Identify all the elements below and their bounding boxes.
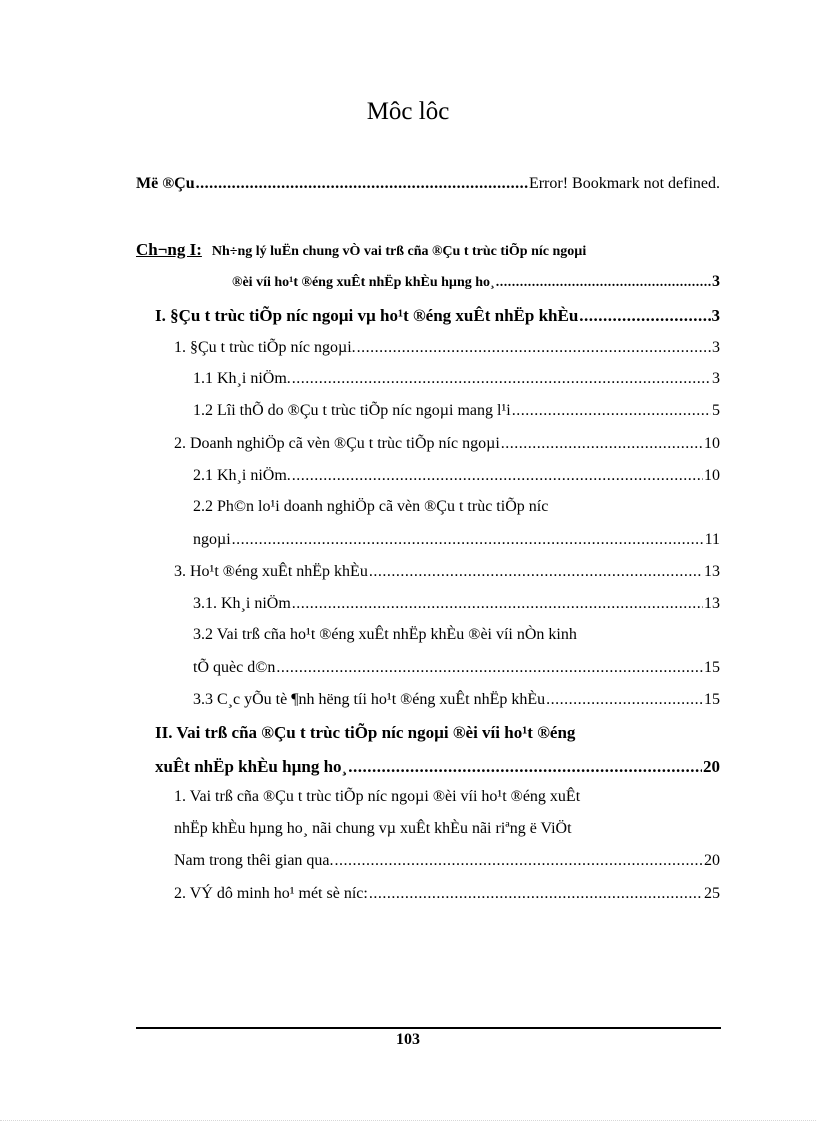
leader-dots	[546, 691, 703, 709]
toc-entry-label-line1: 1. Vai trß cña ®Çu t trùc tiÕp níc ngoµi ®èi víi ho¹t ®éng xuÊt	[174, 788, 581, 805]
toc-entry-label-line1: 2.2 Ph©n lo¹i doanh nghiÖp cã vèn ®Çu t trùc tiÕp níc	[193, 498, 549, 515]
toc-entry-3-3[interactable]	[193, 691, 720, 709]
leader-dots	[292, 595, 703, 613]
leader-dots	[292, 467, 703, 485]
toc-entry-chuong-1-cont[interactable]	[232, 273, 720, 291]
toc-entry-page: 15	[704, 691, 720, 708]
toc-entry-label: 3. Ho¹t ®éng xuÊt nhËp khÈu	[174, 563, 368, 580]
toc-entry-1-2[interactable]	[193, 402, 720, 420]
leader-dots	[276, 659, 703, 677]
toc-entry-label-line3: Nam trong thêi gian qua.	[174, 852, 334, 869]
toc-entry-page: 13	[704, 595, 720, 612]
toc-entry-page: 3	[712, 273, 720, 290]
toc-entry-label: 3.1. Kh¸i niÖm	[193, 595, 291, 612]
toc-entry-page: 25	[704, 885, 720, 902]
toc-entry-ii-2[interactable]	[174, 885, 720, 903]
toc-entry-ii-1-line2[interactable]	[174, 820, 572, 838]
toc-entry-label-line2: nhËp khÈu hµng ho¸ nãi chung vµ xuÊt khÈu nãi riªng ë ViÖt	[174, 820, 572, 837]
toc-entry-page: 3	[711, 306, 720, 325]
toc-entry-3-2-cont[interactable]	[193, 659, 720, 677]
toc-entry-1-1[interactable]	[193, 370, 720, 388]
toc-entry-2-1[interactable]	[193, 467, 720, 485]
leader-dots	[348, 757, 702, 777]
toc-entry-label: 3.3 C¸c yÕu tè ¶nh hëng tíi ho¹t ®éng xuÊt nhËp khÈu	[193, 691, 546, 708]
toc-entry-2-2[interactable]	[193, 498, 673, 516]
toc-entry-page: 20	[703, 757, 720, 776]
leader-dots	[496, 275, 711, 291]
toc-entry-3[interactable]	[174, 563, 720, 581]
toc-entry-page: 3	[712, 370, 720, 387]
toc-entry-section-ii[interactable]	[155, 723, 575, 743]
page-title: Môc lôc	[366, 98, 450, 125]
toc-entry-chuong-1[interactable]	[136, 240, 586, 260]
toc-entry-label: 1. §Çu t trùc tiÕp níc ngoµi.	[174, 339, 356, 356]
toc-entry-page: 13	[704, 563, 720, 580]
toc-entry-page: 10	[704, 435, 720, 452]
toc-entry-label-line2: tÕ quèc d©n	[193, 659, 276, 676]
leader-dots	[501, 435, 703, 453]
toc-entry-ii-1[interactable]	[174, 788, 580, 806]
toc-entry-2-2-cont[interactable]	[193, 531, 720, 549]
toc-entry-mo-dau[interactable]	[136, 175, 720, 193]
toc-entry-page: 20	[704, 852, 720, 869]
toc-entry-label: 1.2 Lîi thÕ do ®Çu t trùc tiÕp níc ngoµi mang l¹i	[193, 402, 511, 419]
leader-dots	[292, 370, 711, 388]
toc-entry-label: I. §Çu t trùc tiÕp níc ngoµi vµ ho¹t ®éng xuÊt nhËp khÈu	[155, 306, 579, 325]
leader-dots	[369, 563, 703, 581]
leader-dots	[357, 339, 711, 357]
footer-rule	[136, 1027, 721, 1029]
page-number: 103	[396, 1031, 420, 1048]
toc-entry-label-line2: ngoµi	[193, 531, 231, 548]
leader-dots	[232, 531, 704, 549]
toc-entry-label: Më ®Çu	[136, 175, 195, 192]
leader-dots	[579, 306, 710, 326]
leader-dots	[335, 852, 703, 870]
toc-entry-section-i[interactable]	[155, 306, 720, 326]
toc-entry-ii-1-cont[interactable]	[174, 852, 720, 870]
leader-dots	[512, 402, 711, 420]
toc-entry-page: 3	[712, 339, 720, 356]
chapter-title-line2: ®èi víi ho¹t ®éng xuÊt nhËp khÈu hµng ho¸	[232, 275, 495, 290]
toc-entry-page: 11	[704, 531, 720, 548]
toc-entry-label: 1.1 Kh¸i niÖm.	[193, 370, 291, 387]
toc-entry-label: 2. Doanh nghiÖp cã vèn ®Çu t trùc tiÕp níc ngoµi	[174, 435, 500, 452]
toc-entry-page: 5	[712, 402, 720, 419]
toc-entry-label-line1: II. Vai trß cña ®Çu t trùc tiÕp níc ngoµi ®èi víi ho¹t ®éng	[155, 723, 576, 742]
toc-entry-2[interactable]	[174, 435, 720, 453]
leader-dots	[369, 885, 703, 903]
toc-entry-page: 10	[704, 467, 720, 484]
toc-entry-page: Error! Bookmark not defined.	[528, 175, 720, 192]
page-bottom-border	[0, 1120, 816, 1121]
toc-entry-page: 15	[704, 659, 720, 676]
leader-dots	[196, 175, 528, 193]
toc-entry-label: 2.1 Kh¸i niÖm.	[193, 467, 291, 484]
toc-entry-section-ii-cont[interactable]	[155, 757, 720, 777]
toc-entry-label: 2. VÝ dô minh ho¹ mét sè níc:	[174, 885, 368, 902]
toc-entry-label-line2: xuÊt nhËp khÈu hµng ho¸	[155, 757, 348, 776]
toc-entry-label-line1: 3.2 Vai trß cña ho¹t ®éng xuÊt nhËp khÈu ®èi víi nÒn kinh	[193, 626, 577, 643]
chapter-title-line1: Nh÷ng lý luËn chung vÒ vai trß cña ®Çu t trùc tiÕp níc ngoµi	[211, 244, 587, 259]
toc-entry-1[interactable]	[174, 339, 720, 357]
chapter-label: Ch¬ng I:	[136, 240, 202, 259]
toc-entry-3-2[interactable]	[193, 626, 577, 644]
toc-entry-3-1[interactable]	[193, 595, 720, 613]
